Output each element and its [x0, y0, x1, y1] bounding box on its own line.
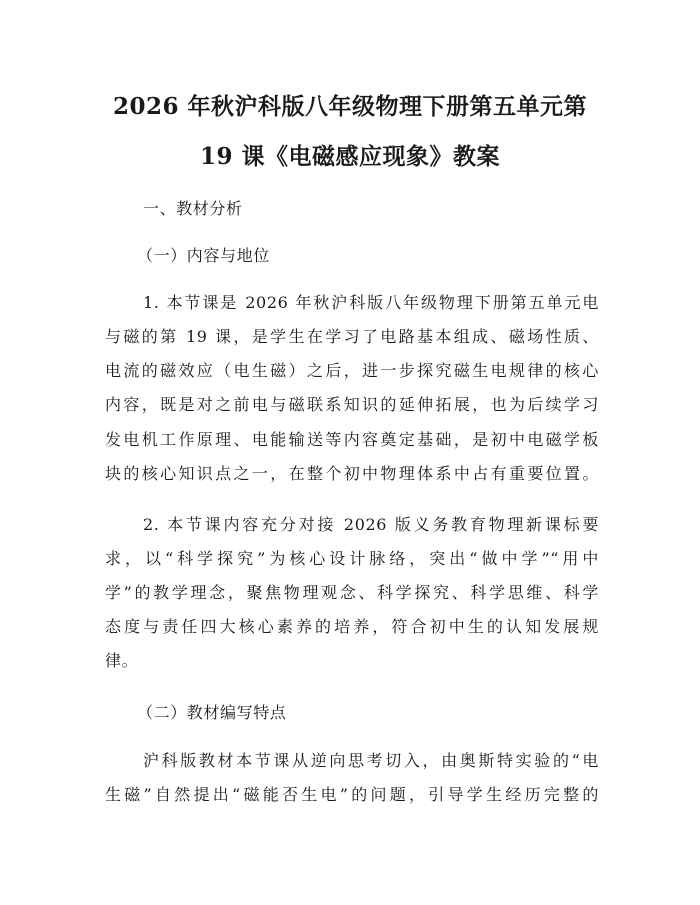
paragraph-line: 1. 本节课是 2026 年秋沪科版八年级物理下册第五单元电: [143, 293, 599, 312]
paragraph-line: 发电机工作原理、电能输送等内容奠定基础，是初中电磁学板: [105, 430, 599, 449]
document-title-line-1: 2026 年秋沪科版八年级物理下册第五单元第: [112, 93, 588, 120]
section-heading-teaching-material-analysis: 一、教材分析: [143, 199, 243, 218]
subsection-heading-textbook-features: （二）教材编写特点: [137, 703, 287, 722]
paragraph-line: 态度与责任四大核心素养的培养，符合初中生的认知发展规: [105, 617, 599, 636]
subsection-heading-content-and-position: （一）内容与地位: [137, 246, 270, 265]
paragraph-line: 律。: [105, 651, 139, 670]
document-title-line-2: 19 课《电磁感应现象》教案: [199, 143, 500, 170]
paragraph-line: 沪科版教材本节课从逆向思考切入，由奥斯特实验的“电: [143, 751, 599, 770]
paragraph-line: 学”的教学理念，聚焦物理观念、科学探究、科学思维、科学: [105, 583, 599, 602]
paragraph-line: 2. 本节课内容充分对接 2026 版义务教育物理新课标要: [143, 515, 599, 534]
paragraph-line: 与磁的第 19 课，是学生在学习了电路基本组成、磁场性质、: [105, 327, 599, 346]
paragraph-line: 内容，既是对之前电与磁联系知识的延伸拓展，也为后续学习: [105, 395, 599, 414]
paragraph-line: 生磁”自然提出“磁能否生电”的问题，引导学生经历完整的: [105, 785, 599, 804]
paragraph-line: 求，以“科学探究”为核心设计脉络，突出“做中学”“用中: [105, 549, 599, 568]
paragraph-line: 块的核心知识点之一，在整个初中物理体系中占有重要位置。: [105, 464, 599, 483]
paragraph-line: 电流的磁效应（电生磁）之后，进一步探究磁生电规律的核心: [105, 361, 599, 380]
